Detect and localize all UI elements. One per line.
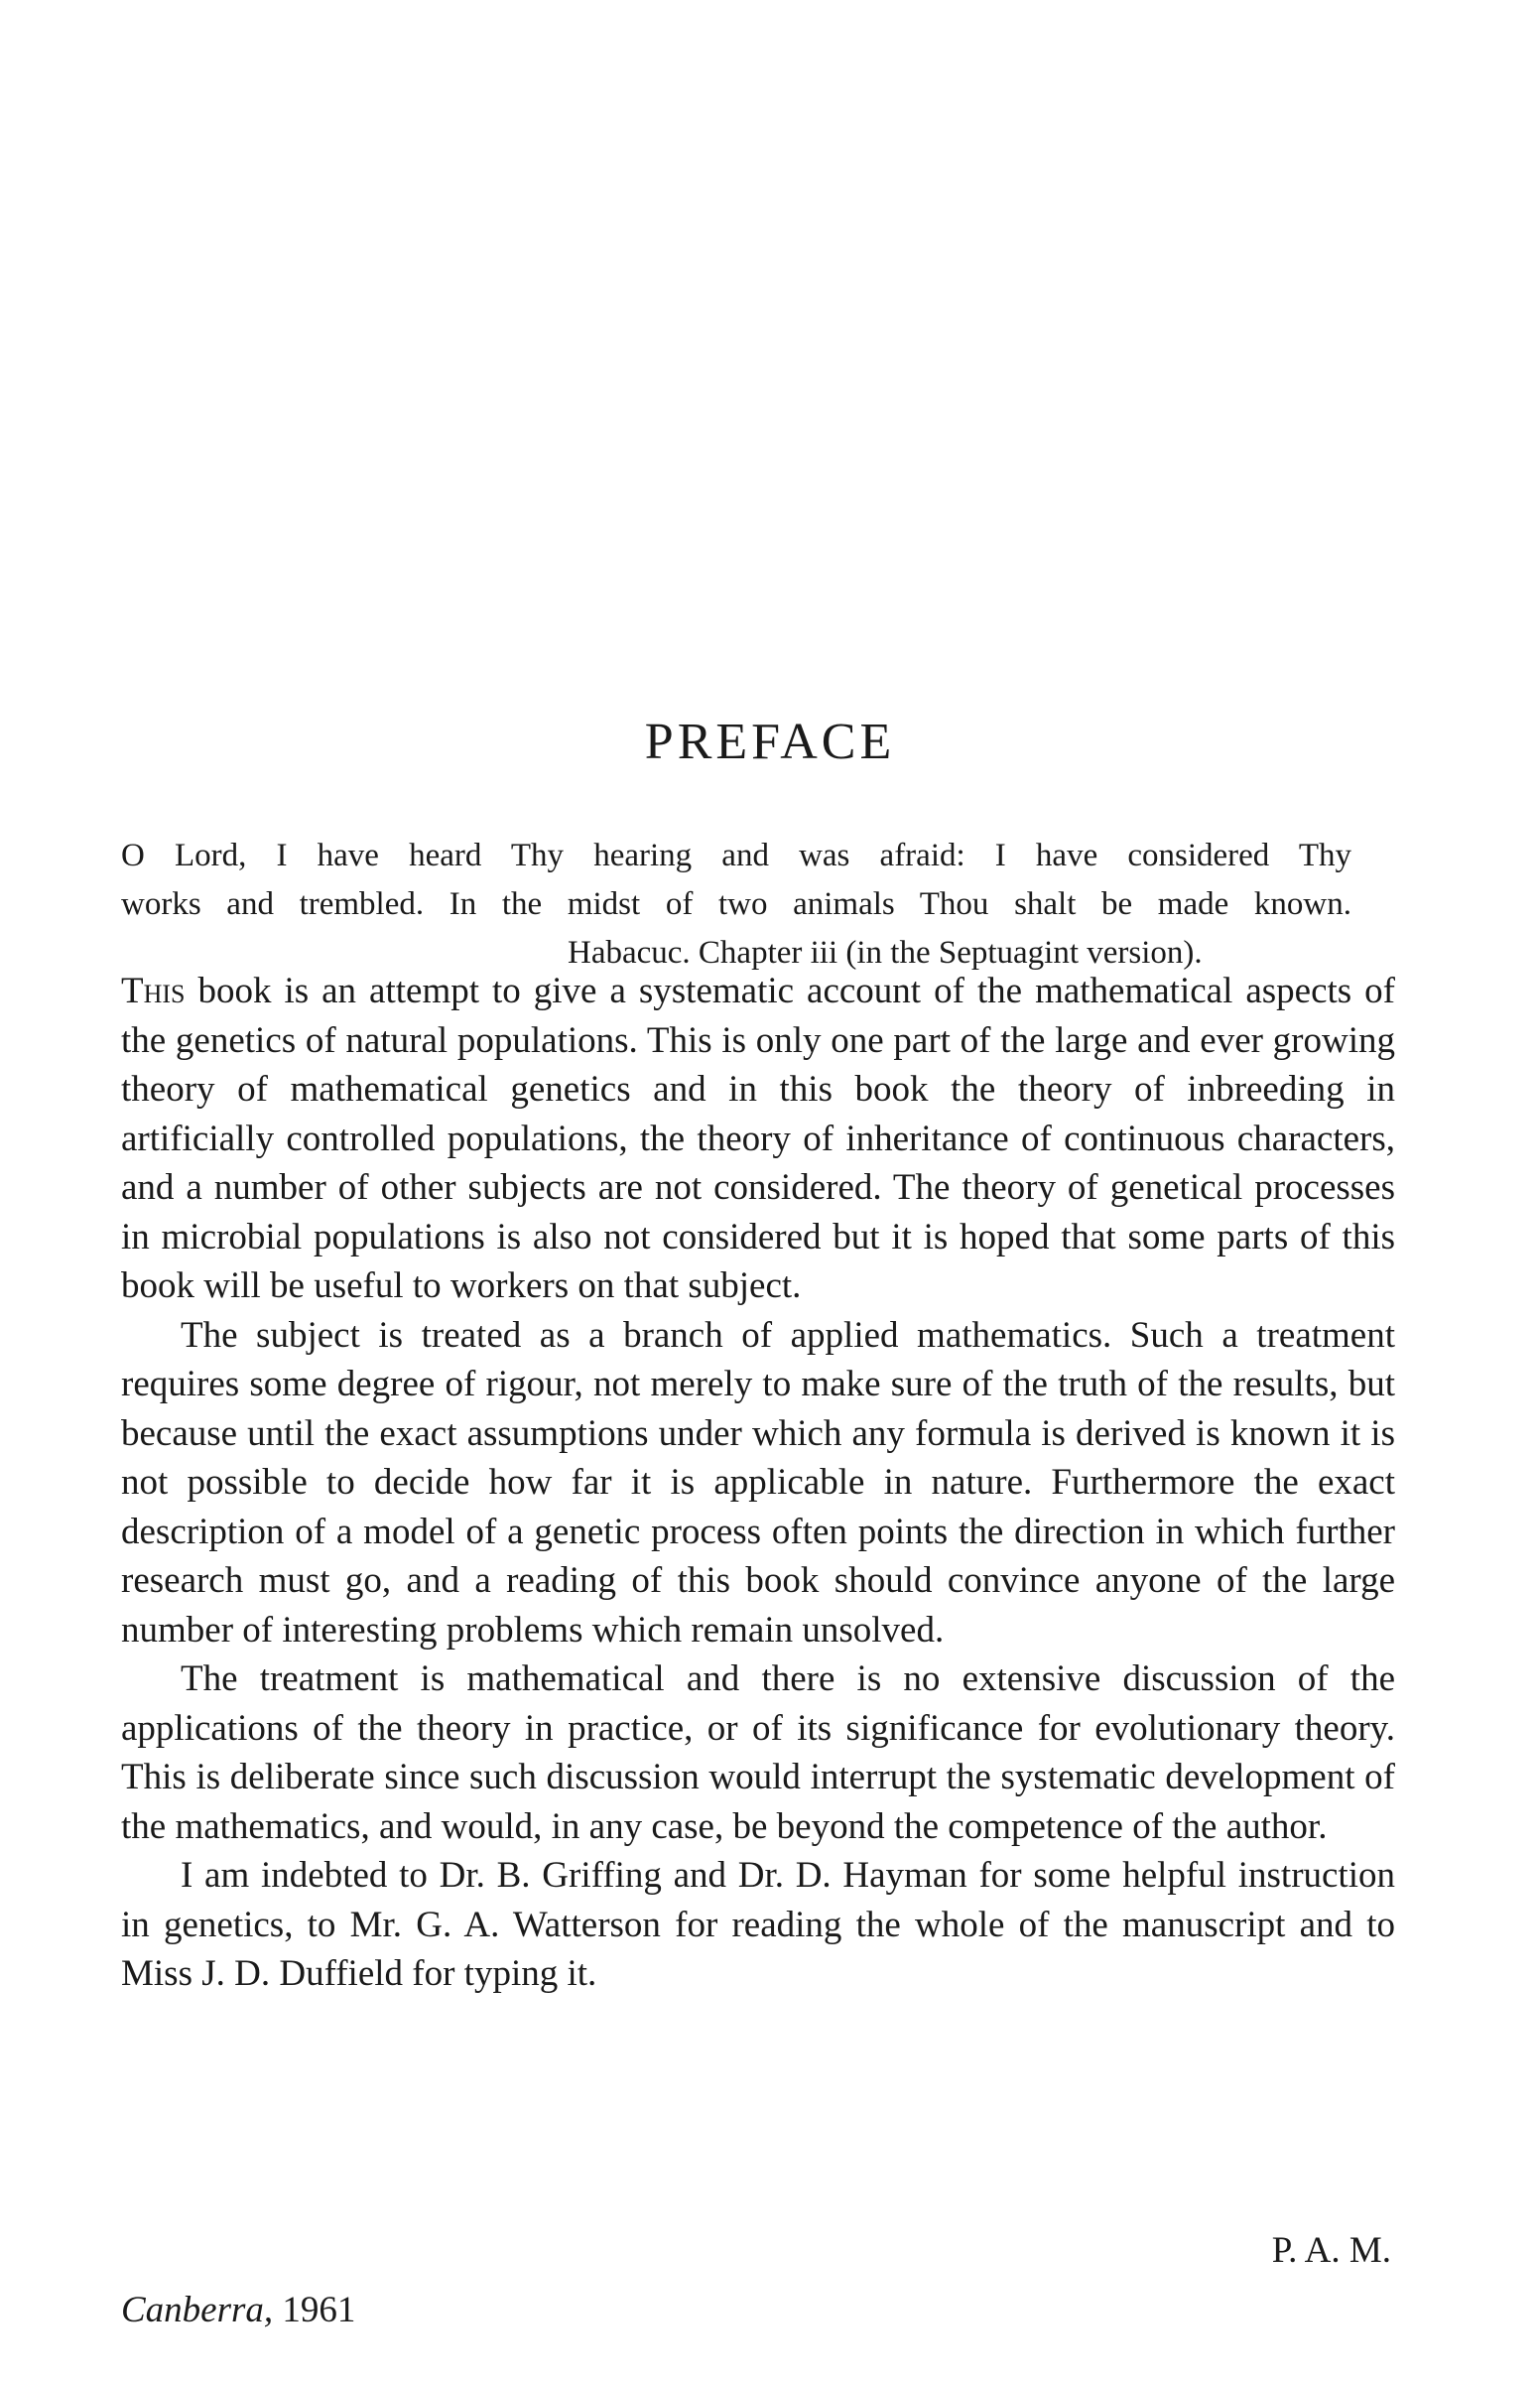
paragraph-1	[121, 967, 1395, 1311]
author-initials: P. A. M.	[1271, 2230, 1391, 2271]
paragraph-4: I am indebted to Dr. B. Griffing and Dr. D. Hayman for some helpful instruction in genetics, to Mr. G. A. Watterson for reading the whole of the manuscript and to Miss J. D. Duffield for typing it.	[121, 1855, 1395, 1994]
paragraph-3: The treatment is mathematical and there is no extensive discussion of the applications of the theory in practice, or of its significance for evolutionary theory. This is deliberate since such discussion would interrupt the systematic development of the mathematics, and would, in any case, be beyond the competence of the author.	[121, 1658, 1395, 1847]
paragraph-2: The subject is treated as a branch of applied mathematics. Such a treatment requires some degree of rigour, not merely to make sure of the truth of the results, but because until the exact assumptions under which any formula is derived is known it is not possible to decide how far it is applicable in nature. Furthermore the exact description of a model of a genetic process often points the direction in which further research must go, and a reading of this book should convince anyone of the large number of interesting problems which remain unsolved.	[121, 1314, 1395, 1651]
epigraph-line-1: O Lord, I have heard Thy hearing and was afraid: I have considered Thy	[121, 838, 1351, 873]
page-title: PREFACE	[644, 714, 896, 770]
preface-body	[121, 967, 1395, 1999]
place-date	[121, 2289, 355, 2331]
place-name: Canberra,	[121, 2290, 274, 2330]
epigraph-line-2: works and trembled. In the midst of two animals Thou shalt be made known.	[121, 886, 1351, 922]
year: 1961	[282, 2290, 356, 2330]
epigraph-source: Habacuc. Chapter iii (in the Septuagint version).	[568, 935, 1203, 971]
epigraph	[121, 832, 1351, 978]
paragraph-1-text: book is an attempt to give a systematic account of the mathematical aspects of the genetics of natural populations. This is only one part of the large and ever growing theory of mathematical genetics and in this book the theory of inbreeding in artificially controlled populations, the theory of inheritance of continuous characters, and a number of other subjects are not considered. The theory of genetical processes in microbial populations is also not considered but it is hoped that some parts of this book will be useful to workers on that subject.	[121, 971, 1395, 1306]
paragraph-1-lead: This	[121, 971, 186, 1011]
